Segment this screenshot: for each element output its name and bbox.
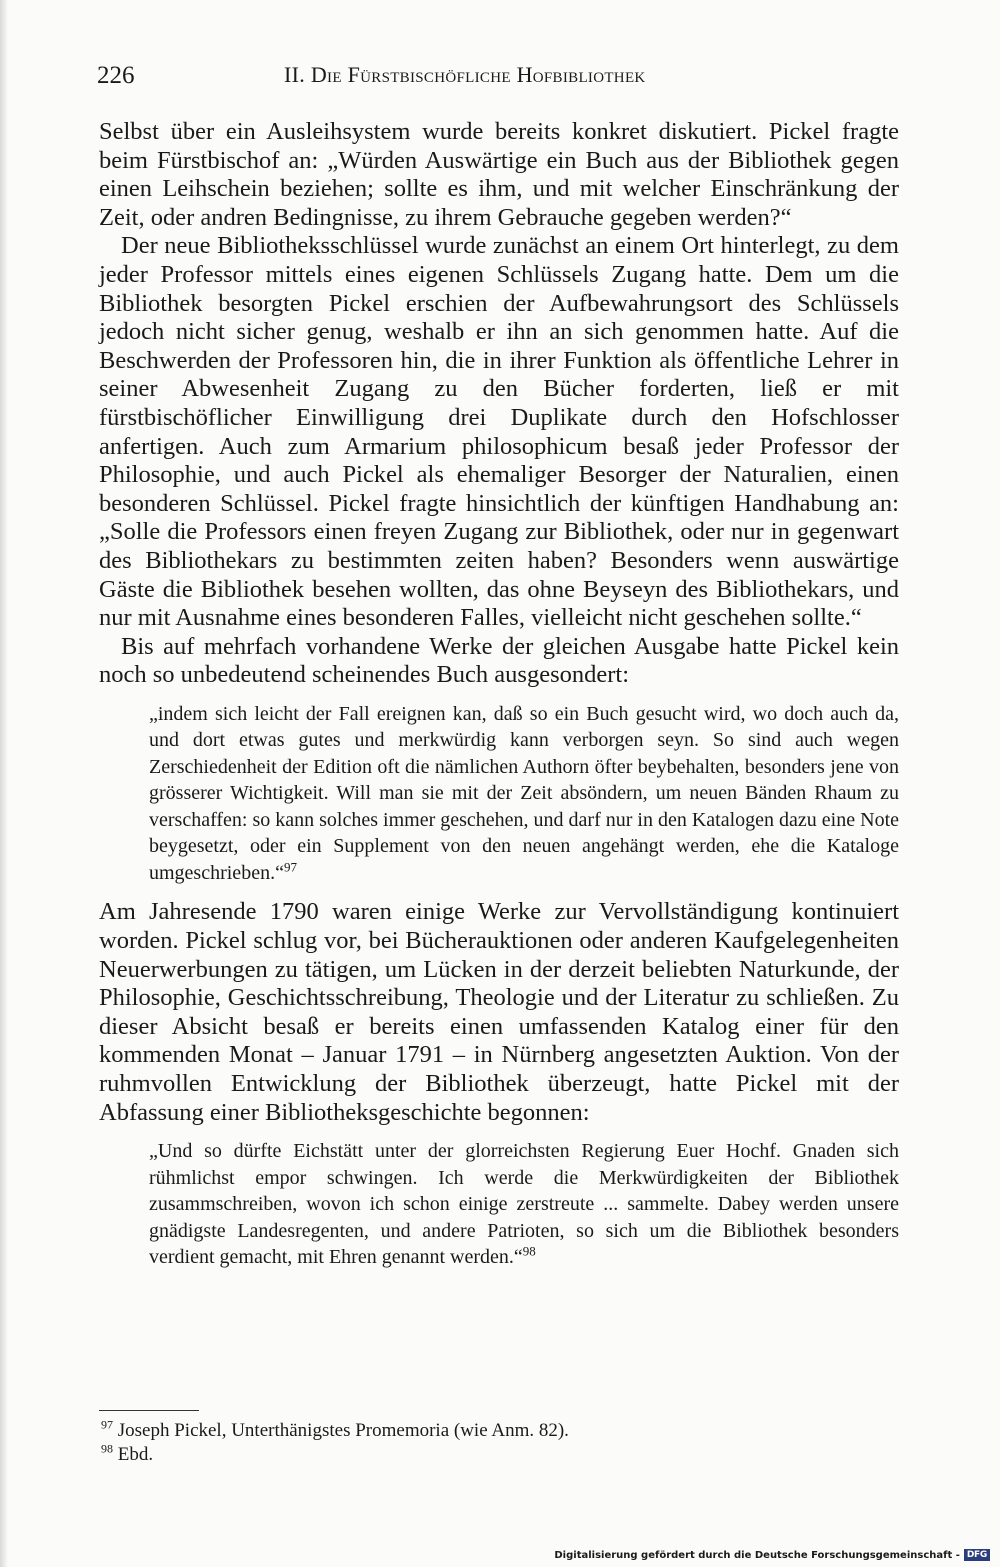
footnote-97 [101,1419,861,1443]
footnote-98 [101,1443,861,1467]
footnote-number: 97 [101,1417,113,1432]
footnote-rule [99,1410,199,1411]
page-number: 226 [97,62,135,89]
footnote-number: 98 [101,1441,113,1456]
paragraph-3: Bis auf mehrfach vorhandene Werke der gleichen Ausgabe hatte Pickel kein noch so unbedeutend scheinendes Buch ausgesondert: [99,632,899,689]
block-quote-2-text: „Und so dürfte Eichstätt unter der glorreichsten Regierung Euer Hochf. Gnaden sich rühmlichst empor schwingen. Ich werde die Merkwürdigkeiten der Bibliothek zusammschreiben, wovon ich schon einige zerstreute ... sammelte. Dabey werden unsere gnädigste Landesregenten, und andere Patrioten, so sich um die Bibliothek besonders verdient gemacht, mit Ehren genannt werden.“ [149,1140,899,1269]
block-quote-1 [149,701,899,887]
paragraph-1: Selbst über ein Ausleihsystem wurde bereits konkret diskutiert. Pickel fragte beim Fürstbischof an: „Würden Auswärtige ein Buch aus der Bibliothek gegen einen Leihschein beziehen; sollte es ihm, und mit welcher Einschränkung der Zeit, oder andren Bedingnisse, zu ihrem Gebrauche gegeben werden?“ [99,118,899,231]
footnote-ref-98: 98 [522,1243,536,1259]
running-title: II. Die Fürstbischöfliche Hofbibliothek [284,62,646,87]
footnote-text: Joseph Pickel, Unterthänigstes Promemoria (wie Anm. 82). [117,1420,569,1441]
credit-text: Digitalisierung gefördert durch die Deutsche Forschungsgemeinschaft - [554,1549,960,1561]
page-edge-shadow [0,0,8,1567]
paragraph-4: Am Jahresende 1790 waren einige Werke zur Vervollständigung kontinuiert worden. Pickel schlug vor, bei Bücherauktionen oder anderen Kaufgelegenheiten Neuerwerbungen zu tätigen, um Lücken in der derzeit beliebten Naturkunde, der Philosophie, Geschichtsschreibung, Theologie und der Literatur zu schließen. Zu dieser Absicht besaß er bereits einen umfassenden Katalog einer für den kommenden Monat – Januar 1791 – in Nürnberg angesetzten Auktion. Von der ruhmvollen Entwicklung der Bibliothek überzeugt, hatte Pickel mit der Abfassung einer Bibliotheksgeschichte begonnen: [99,898,899,1126]
footnotes [101,1419,861,1467]
page-header [97,62,899,92]
dfg-logo-icon: DFG [964,1549,990,1561]
footnote-ref-97: 97 [283,859,297,875]
footnote-text: Ebd. [117,1444,154,1465]
digitization-credit [554,1549,990,1561]
paragraph-2: Der neue Bibliotheksschlüssel wurde zunächst an einem Ort hinterlegt, zu dem jeder Professor mittels eines eigenen Schlüssels Zugang hatte. Dem um die Bibliothek besorgten Pickel erschien der Aufbewahrungsort des Schlüssels jedoch nicht sicher genug, weshalb er ihn an sich genommen hatte. Auf die Beschwerden der Professoren hin, die in ihrer Funktion als öffentliche Lehrer in seiner Abwesenheit Zugang zu den Bücher forderten, ließ er mit fürstbischöflicher Einwilligung drei Duplikate durch den Hofschlosser anfertigen. Auch zum Armarium philosophicum besaß jeder Professor der Philosophie, und auch Pickel als ehemaliger Besorger der Naturalien, einen besonderen Schlüssel. Pickel fragte hinsichtlich der künftigen Handhabung an: „Solle die Professors einen freyen Zugang zur Bibliothek, oder nur in gegenwart des Bibliothekars zu bestimmten zeiten haben? Besonders wenn auswärtige Gäste die Bibliothek besehen wollten, das ohne Beyseyn des Bibliothekars, und nur mit Ausnahme eines besonderen Falles, vielleicht nicht geschehen sollte.“ [99,232,899,632]
block-quote-1-text: „indem sich leicht der Fall ereignen kan, daß so ein Buch gesucht wird, wo doch auch da, und dort etwas gutes und merkwürdig kann verborgen seyn. So sind auch wegen Zerschiedenheit der Edition oft die nämlichen Authorn öfter beybehalten, besonders jene von grösserer Wichtigkeit. Will man sie mit der Zeit absöndern, um neuen Bänden Rhaum zu verschaffen: so kann solches immer geschehen, und darf nur in den Katalogen dazu eine Note beygesetzt, oder ein Supplement von den neuen angehängt werden, ehe die Kataloge umgeschrieben.“ [149,702,899,884]
body-text [99,118,899,1283]
block-quote-2 [149,1138,899,1271]
